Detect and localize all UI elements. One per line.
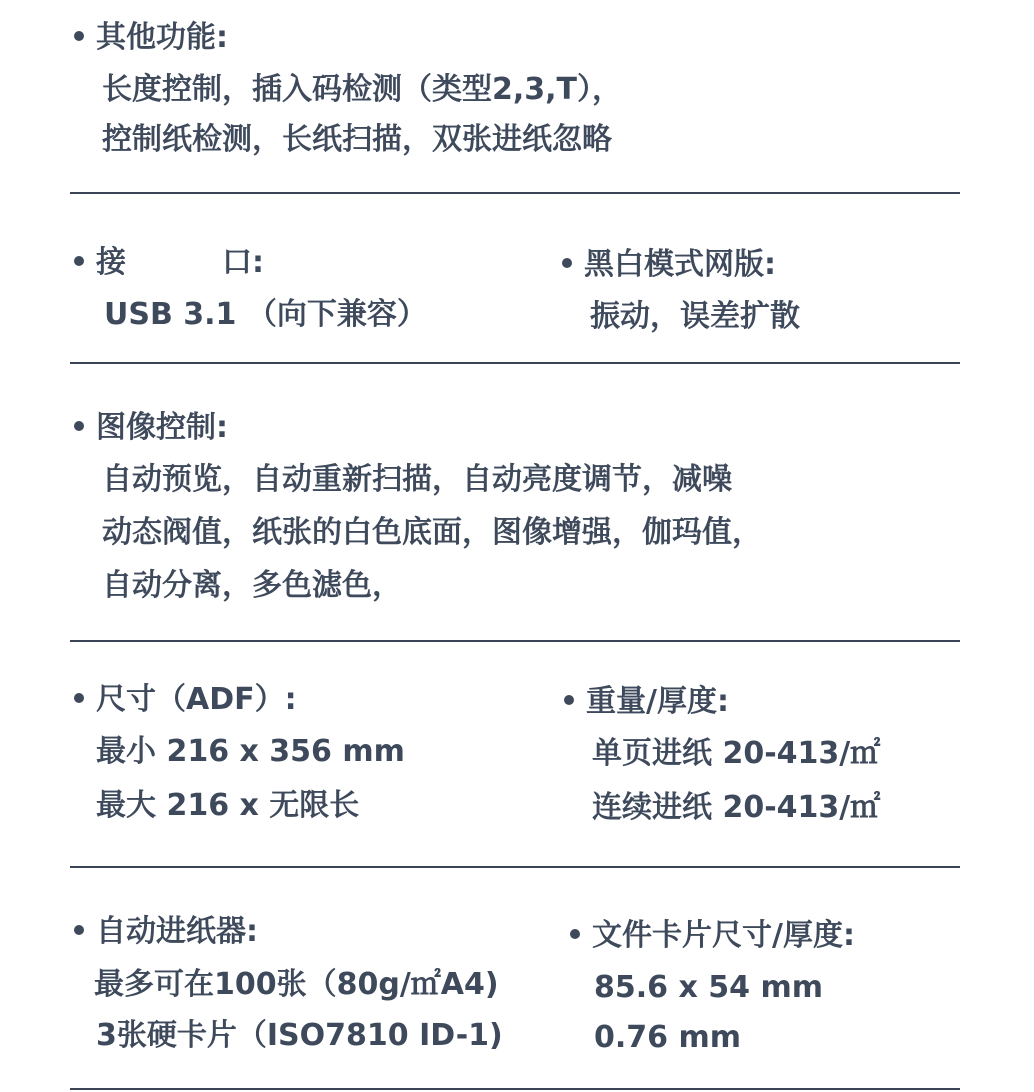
- other-functions-line: 长度控制，插入码检测（类型2,3,T），: [102, 72, 623, 107]
- bullet-icon: [74, 31, 84, 41]
- bullet-icon: [74, 693, 84, 703]
- adf-line: 3张硬卡片（ISO7810 ID-1): [96, 1018, 503, 1053]
- divider: [70, 362, 960, 364]
- divider: [70, 192, 960, 194]
- image-control-heading: 图像控制:: [74, 410, 228, 446]
- bullet-icon: [74, 421, 84, 431]
- card-line: 85.6 x 54 mm: [594, 970, 823, 1005]
- size-line: 最大 216 x 无限长: [96, 788, 360, 823]
- divider: [70, 1088, 960, 1090]
- divider: [70, 866, 960, 868]
- image-control-line: 自动预览，自动重新扫描，自动亮度调节，减噪: [102, 462, 732, 497]
- divider: [70, 640, 960, 642]
- weight-line: 单页进纸 20-413/㎡: [592, 736, 881, 771]
- adf-heading: 自动进纸器:: [74, 914, 258, 950]
- bw-mode-heading: 黑白模式网版:: [562, 247, 776, 283]
- other-functions-line: 控制纸检测，长纸扫描，双张进纸忽略: [102, 122, 612, 157]
- weight-heading: 重量/厚度:: [564, 684, 729, 720]
- interface-heading: 接 口:: [74, 245, 264, 281]
- bullet-icon: [570, 929, 580, 939]
- image-control-line: 自动分离，多色滤色，: [102, 568, 402, 603]
- bw-mode-value: 振动，误差扩散: [590, 299, 800, 334]
- bullet-icon: [562, 258, 572, 268]
- bullet-icon: [74, 256, 84, 266]
- bullet-icon: [74, 925, 84, 935]
- card-line: 0.76 mm: [594, 1020, 741, 1055]
- adf-line: 最多可在100张（80g/㎡A4): [94, 967, 499, 1002]
- bullet-icon: [564, 695, 574, 705]
- image-control-line: 动态阀值，纸张的白色底面，图像增强，伽玛值，: [102, 515, 762, 550]
- interface-value: USB 3.1 （向下兼容）: [104, 297, 427, 332]
- card-heading: 文件卡片尺寸/厚度:: [570, 918, 855, 954]
- size-heading: 尺寸（ADF）:: [74, 682, 297, 718]
- weight-line: 连续进纸 20-413/㎡: [592, 790, 881, 825]
- size-line: 最小 216 x 356 mm: [96, 734, 405, 769]
- other-functions-heading: 其他功能:: [74, 20, 228, 56]
